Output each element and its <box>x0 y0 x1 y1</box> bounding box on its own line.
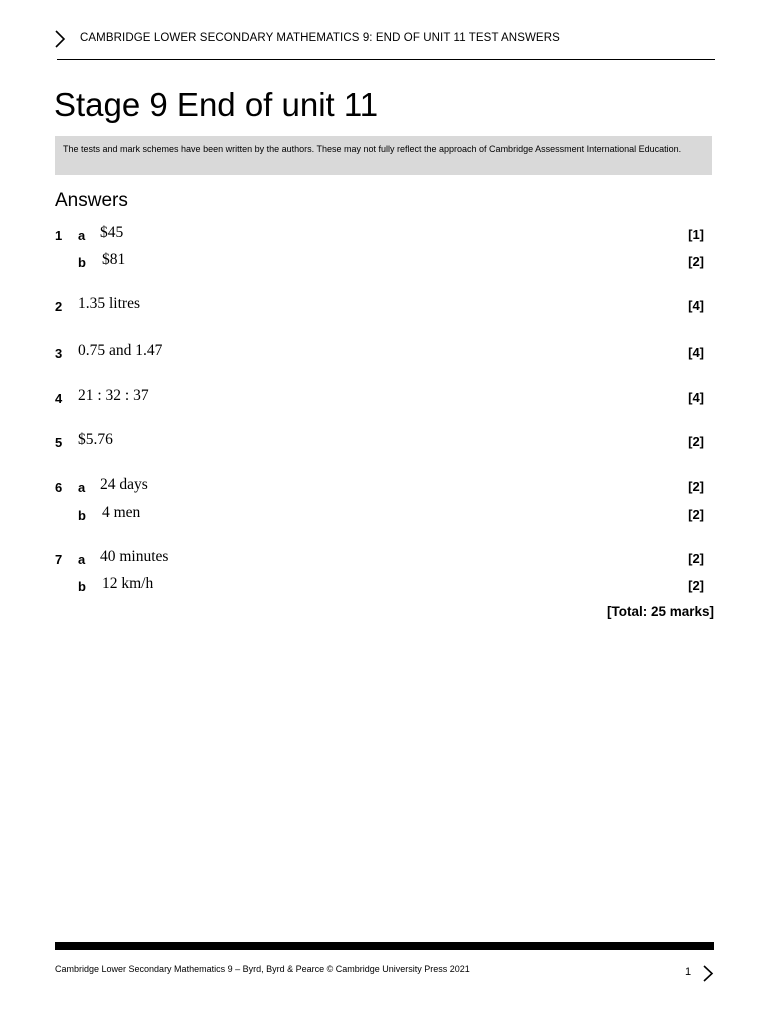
question-part: b <box>78 508 86 523</box>
answer-text: 0.75 and 1.47 <box>78 342 163 359</box>
question-number: 3 <box>55 346 63 361</box>
answer-text: 12 km/h <box>102 575 154 592</box>
page-number: 1 <box>685 966 692 978</box>
running-head: CAMBRIDGE LOWER SECONDARY MATHEMATICS 9: END OF UNIT 11 TEST ANSWERS <box>80 32 560 44</box>
marks: [1] <box>688 227 704 242</box>
answer-row <box>0 431 768 453</box>
footer-copyright: Cambridge Lower Secondary Mathematics 9 – Byrd, Byrd & Pearce © Cambridge University Press 2021 <box>55 964 470 974</box>
header-rule <box>57 59 715 60</box>
answer-row <box>0 575 768 597</box>
question-part: a <box>78 552 86 567</box>
answer-row <box>0 224 768 246</box>
answer-row <box>0 504 768 526</box>
question-number: 1 <box>55 228 63 243</box>
marks: [4] <box>688 298 704 313</box>
answers-heading: Answers <box>55 190 128 211</box>
marks: [2] <box>688 507 704 522</box>
marks: [4] <box>688 390 704 405</box>
answer-text: $81 <box>102 251 126 268</box>
marks: [2] <box>688 479 704 494</box>
question-number: 4 <box>55 391 63 406</box>
answer-row <box>0 342 768 364</box>
answer-text: $45 <box>100 224 124 241</box>
marks: [2] <box>688 578 704 593</box>
question-part: a <box>78 480 86 495</box>
question-number: 2 <box>55 299 63 314</box>
question-number: 5 <box>55 435 63 450</box>
footer-bar <box>55 942 714 950</box>
answer-text: 40 minutes <box>100 548 169 565</box>
total-marks: [Total: 25 marks] <box>606 604 714 619</box>
marks: [2] <box>688 254 704 269</box>
marks: [2] <box>688 551 704 566</box>
chevron-right-icon <box>53 29 67 49</box>
disclaimer-box <box>55 136 712 175</box>
answer-text: 21 : 32 : 37 <box>78 387 149 404</box>
answer-text: $5.76 <box>78 431 113 448</box>
question-number: 7 <box>55 552 63 567</box>
question-number: 6 <box>55 480 63 495</box>
answer-text: 4 men <box>102 504 141 521</box>
page-title: Stage 9 End of unit 11 <box>54 86 379 123</box>
disclaimer-text: The tests and mark schemes have been written by the authors. These may not fully reflect the approach of Cambridge Assessment International Education. <box>63 144 682 154</box>
answer-row <box>0 387 768 409</box>
answer-row <box>0 251 768 273</box>
answer-text: 1.35 litres <box>78 295 140 312</box>
answer-row <box>0 548 768 570</box>
question-part: b <box>78 579 86 594</box>
chevron-right-icon[interactable] <box>702 964 714 983</box>
answer-text: 24 days <box>100 476 148 493</box>
marks: [4] <box>688 345 704 360</box>
question-part: a <box>78 228 86 243</box>
marks: [2] <box>688 434 704 449</box>
answer-row <box>0 476 768 498</box>
question-part: b <box>78 255 86 270</box>
answer-row <box>0 295 768 317</box>
